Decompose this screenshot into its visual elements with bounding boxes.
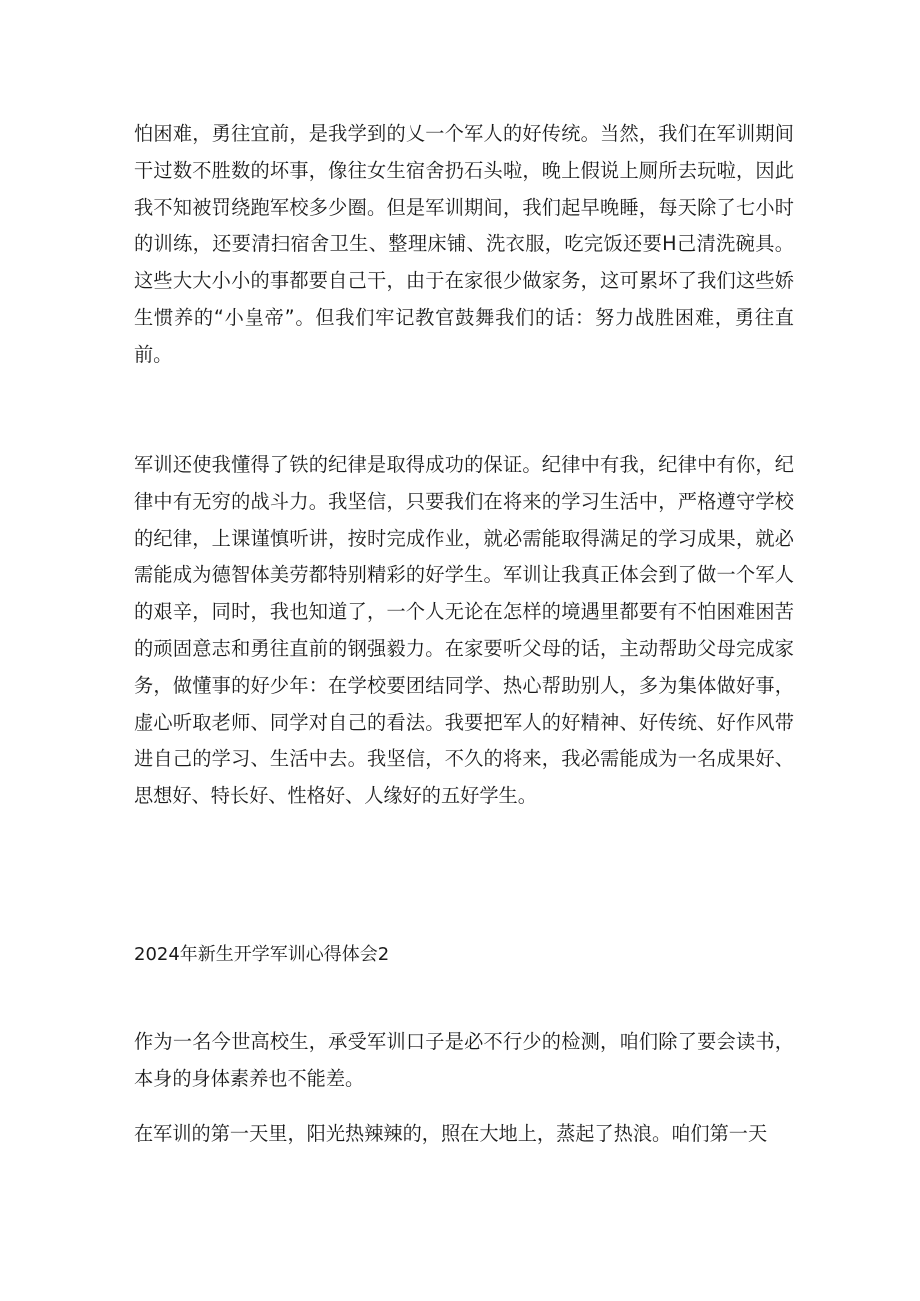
body-paragraph-1: 怕困难，勇往宜前，是我学到的乂一个军人的好传统。当然，我们在军训期间干过数不胜数的坏事，像往女生宿舍扔石头啦，晚上假说上厕所去玩啦，因此我不知被罚绕跑军校多少圈。但是军训期间，我们起早晚睡，每天除了七小时的训练，还要清扫宿舍卫生、整理床铺、洗衣服，吃完饭还要H己清洗碗具。这些大大小小的事都要自己干，由于在家很少做家务，这可累坏了我们这些娇生惯养的“小皇帝”。但我们牢记教官鼓舞我们的话：努力战胜困难，勇往直前。 — [134, 122, 794, 366]
body-paragraph-2: 军训还使我懂得了铁的纪律是取得成功的保证。纪律中有我，纪律中有你，纪律中有无穷的战斗力。我坚信，只要我们在将来的学习生活中，严格遵守学校的纪律，上课谨慎听讲，按时完成作业，就必需能取得满足的学习成果，就必需能成为德智体美劳都特别精彩的好学生。军训让我真正体会到了做一个军人的艰辛，同时，我也知道了，一个人无论在怎样的境遇里都要有不怕困难困苦的顽固意志和勇往直前的钢强毅力。在家要听父母的话，主动帮助父母完成家务，做懂事的好少年：在学校要团结同学、热心帮助别人，多为集体做好事，虚心听取老师、同学对自己的看法。我要把军人的好精神、好传统、好作风带进自己的学习、生活中去。我坚信，不久的将来，我必需能成为一名成果好、思想好、特长好、性格好、人缘好的五好学生。 — [134, 453, 794, 808]
section-paragraph-1: 作为一名今世高校生，承受军训口子是必不行少的检测，咱们除了要会读书，本身的身体素养也不能差。 — [134, 1030, 794, 1090]
section-title: 2024年新生开学军训心得体会2 — [134, 944, 390, 965]
section-paragraph-2: 在军训的第一天里，阳光热辣辣的，照在大地上，蒸起了热浪。咱们第一天 — [134, 1122, 768, 1145]
